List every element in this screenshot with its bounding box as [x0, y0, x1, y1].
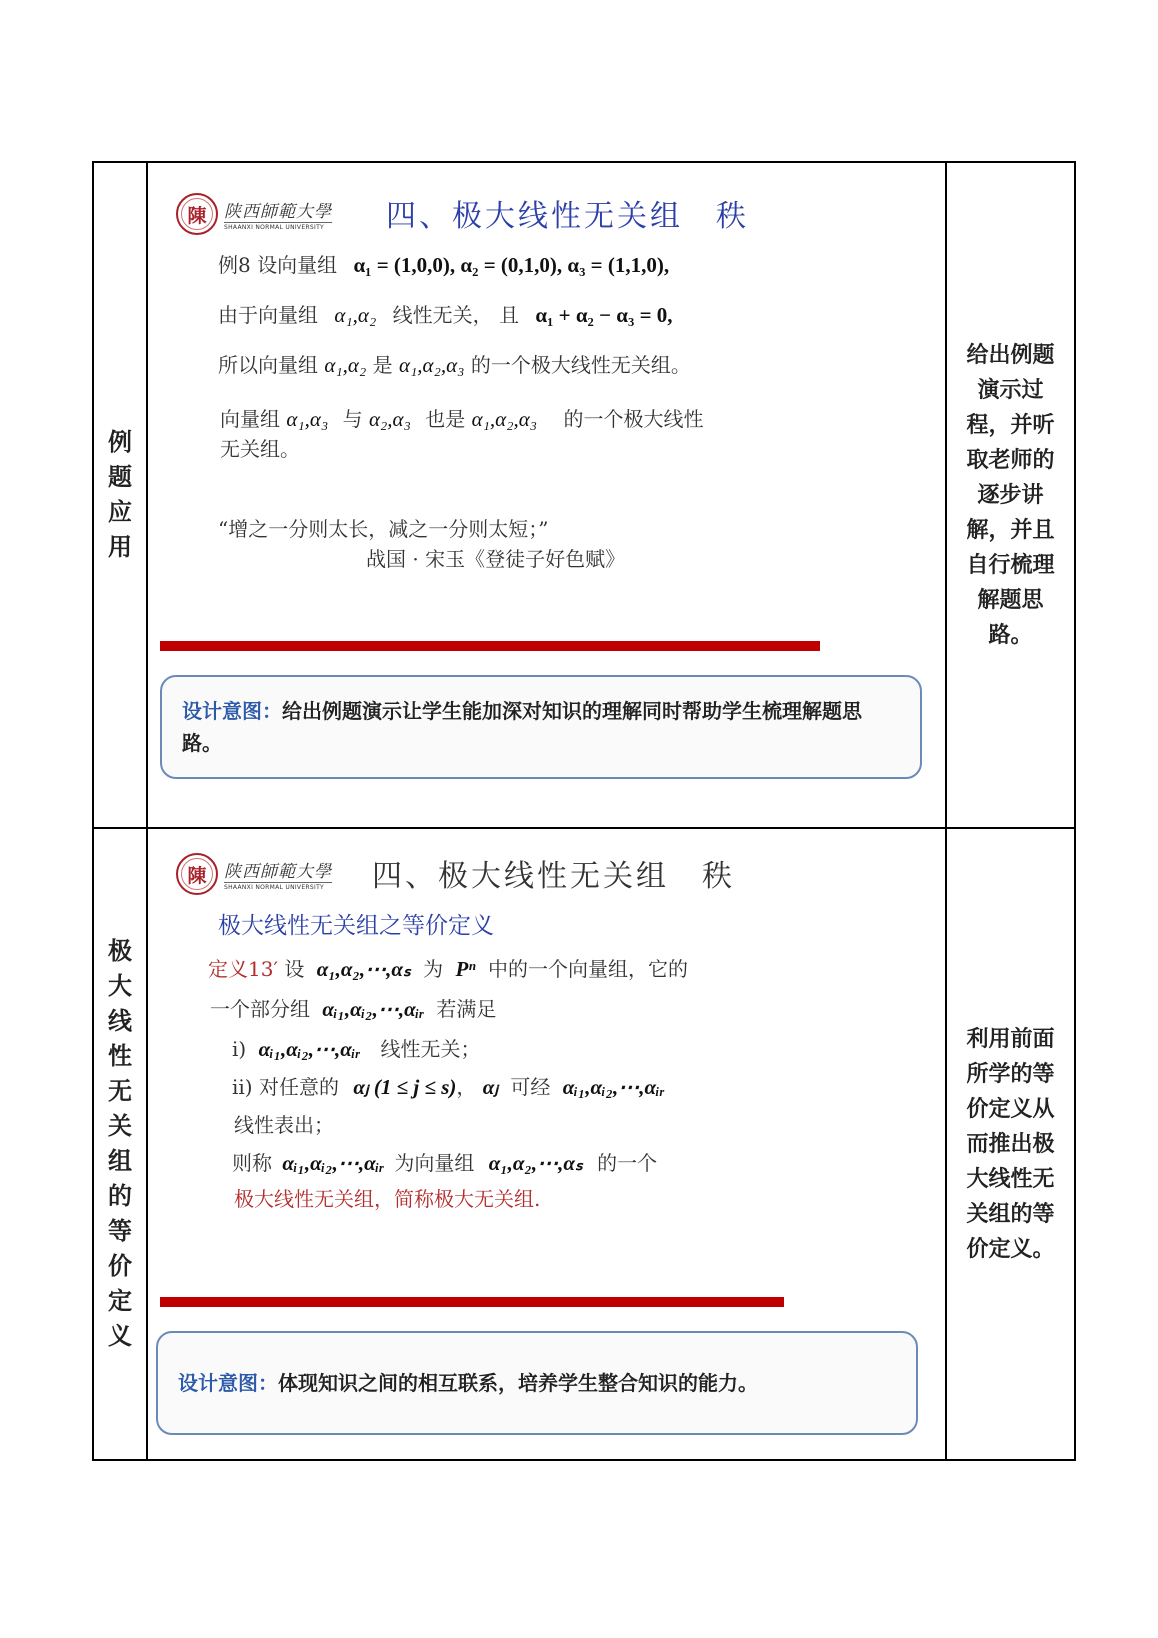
definition-line-2: 一个部分组 αᵢ₁,αᵢ₂,⋯,αᵢᵣ 若满足 [210, 997, 497, 1021]
design-intent-box [156, 1331, 918, 1435]
quote: “增之一分则太长，减之一分则太短；” [218, 517, 549, 541]
row-label-example [94, 425, 146, 565]
design-intent-text: 体现知识之间的相互联系，培养学生整合知识的能力。 [278, 1371, 758, 1395]
condition-2-cont: 线性表出； [234, 1113, 334, 1137]
row-label-definition [94, 934, 146, 1354]
design-intent-label: 设计意图： [178, 1371, 278, 1395]
row-label-char: 无 [108, 1077, 132, 1105]
side-note-cell [946, 828, 1075, 1460]
side-note: 利用前面所学的等价定义从而推出极大线性无关组的等价定义。 [966, 1026, 1055, 1262]
row-label-cell [93, 162, 147, 828]
seal-icon: 陳 [176, 193, 218, 235]
slide-definition [148, 829, 945, 1459]
definition-conclusion: 极大线性无关组，简称极大无关组. [234, 1187, 541, 1211]
example-line-3: 所以向量组 α₁,α₂ 是 α₁,α₂,α₃ 的一个极大线性无关组。 [218, 353, 691, 377]
definition-line-1: 定义13′ 设 α₁,α₂,⋯,αₛ 为 Pⁿ 中的一个向量组，它的 [208, 957, 689, 981]
row-label-char: 价 [108, 1252, 132, 1280]
design-intent-text: 给出例题演示让学生能加深对知识的理解同时帮助学生梳理解题思路。 [182, 699, 862, 755]
example-line-2: 由于向量组 α₁,α₂ 线性无关， 且 α₁ + α₂ − α₃ = 0, [218, 303, 673, 327]
design-intent-box [160, 675, 922, 779]
slide-cell [147, 828, 946, 1460]
row-label-char: 组 [108, 1147, 132, 1175]
row-label-char: 等 [108, 1217, 132, 1245]
row-label-char: 关 [108, 1112, 132, 1140]
example-line-1: 例8 设向量组 α₁ = (1,0,0), α₂ = (0,1,0), α₃ = (1,1,0), [218, 253, 670, 277]
side-note-cell [946, 162, 1075, 828]
definition-line-5: 则称 αᵢ₁,αᵢ₂,⋯,αᵢᵣ 为向量组 α₁,α₂,⋯,αₛ 的一个 [232, 1151, 658, 1175]
condition-2: ii) 对任意的 αⱼ (1 ≤ j ≤ s)， αⱼ 可经 αᵢ₁,αᵢ₂,⋯,αᵢᵣ [232, 1075, 665, 1099]
side-note: 给出例题演示过程，并听取老师的逐步讲解，并且自行梳理解题思路。 [966, 342, 1055, 648]
condition-1: i) αᵢ₁,αᵢ₂,⋯,αᵢᵣ 线性无关； [232, 1037, 481, 1061]
university-name-cn: 陕西師範大學 [224, 202, 332, 222]
row-label-char: 性 [108, 1042, 132, 1070]
quote-source: 战国 · 宋玉《登徒子好色赋》 [366, 547, 626, 571]
row-label-cell [93, 828, 147, 1460]
slide-cell [147, 162, 946, 828]
table-row-definition [93, 828, 1075, 1460]
row-label-char: 用 [108, 533, 132, 561]
row-label-char: 义 [108, 1322, 132, 1350]
seal-icon: 陳 [176, 853, 218, 895]
slide-example [148, 163, 945, 827]
row-label-char: 极 [108, 937, 132, 965]
row-label-char: 的 [108, 1182, 132, 1210]
slide-title: 四、极大线性无关组 秩 [372, 859, 735, 894]
university-name-cn: 陕西師範大學 [224, 862, 332, 882]
university-logo [176, 193, 332, 235]
university-logo [176, 853, 332, 895]
red-divider [160, 641, 820, 651]
slide-subtitle: 极大线性无关组之等价定义 [218, 913, 494, 939]
row-label-char: 线 [108, 1007, 132, 1035]
row-label-char: 应 [108, 498, 132, 526]
example-line-4: 向量组 α₁,α₃ 与 α₂,α₃ 也是 α₁,α₂,α₃ 的一个极大线性 [220, 407, 704, 431]
lesson-table [92, 161, 1076, 1461]
example-line-5: 无关组。 [220, 437, 300, 461]
university-name-en: SHAANXI NORMAL UNIVERSITY [224, 882, 332, 891]
red-divider [160, 1297, 784, 1307]
table-row-example [93, 162, 1075, 828]
university-name-en: SHAANXI NORMAL UNIVERSITY [224, 222, 332, 231]
slide-title: 四、极大线性无关组 秩 [386, 199, 749, 234]
design-intent-label: 设计意图： [182, 699, 282, 723]
row-label-char: 大 [108, 972, 132, 1000]
row-label-char: 定 [108, 1287, 132, 1315]
row-label-char: 例 [108, 428, 132, 456]
row-label-char: 题 [108, 463, 132, 491]
